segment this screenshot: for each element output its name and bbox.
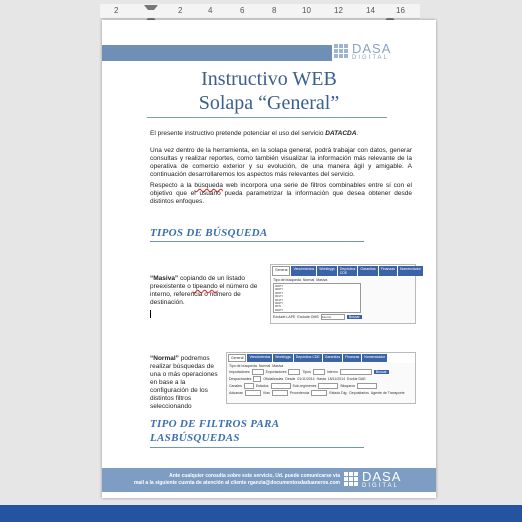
header-bar [102,45,332,61]
normal-search-screenshot [226,352,416,404]
text-cursor [150,310,151,318]
masiva-search-screenshot [270,264,421,324]
horizontal-ruler[interactable] [100,4,420,19]
masiva-description: “Masiva” copiando de un listado preexistente o tipeando el número de interno, referencia o número de destinación. [150,275,258,306]
section-underline [150,447,364,448]
intro-paragraph-1: El presente instructivo pretende potenciar el uso del servicio DATACDA. [150,130,359,137]
search-type-row: Tipo de búsqueda Normal Masiva [229,364,284,368]
ruler-number: 12 [334,6,343,15]
tab-depositos: Depósitos CDE [294,354,322,362]
document-title-line1: Instructivo WEB [201,68,337,90]
masiva-options-row: Exclude LAPE Exclude OMS Interno Buscar [273,315,360,319]
footer-dasa-logo [344,470,414,492]
document-title-line2: Solapa “General” [198,92,340,114]
logo-subtext: DIGITAL [352,55,389,61]
ruler-number: 6 [240,6,245,15]
tab-general: General [228,354,246,362]
status-bar-stripe [0,505,522,522]
footer-contact-text: Ante cualquier consulta sobre este servicio, Ud. puede comunicarse via mail a la siguiente cuenta de atención al cliente rganzia@documentosdaduaneros.com [133,473,340,486]
tab-nomenclador: Nomenclador [398,266,423,276]
document-page[interactable] [102,20,436,498]
dasa-logo [334,42,404,64]
section-title-tipo-filtros-line1: TIPO DE FILTROS PARA [150,418,280,430]
masiva-listbox: 000TI 000TI 000TI 001TI 001TI 000TI 00TI 000TI [273,283,361,313]
ruler-number: 10 [302,6,311,15]
section-underline [150,241,364,242]
tab-garantias: Garantías [323,354,342,362]
logo-subtext: DIGITAL [362,483,399,489]
app-tab-bar [227,353,415,363]
filter-row-2: Despachantes Oficializadas Desde 01/11/2014 Hasta 18/11/2014 Excluir DAE [229,377,366,381]
section-title-tipos-busqueda: TIPOS DE BÚSQUEDA [150,227,268,239]
tab-general: General [272,266,290,276]
tab-depositos: Depósitos CDE [339,267,356,275]
normal-description: “Normal” podremos realizar búsquedas de una o más operaciones en base a la configuración de los distintos filtros seleccionando [150,355,218,410]
section-title-tipo-filtros-line2: LASBÚSQUEDAS [150,432,240,444]
search-type-row: Tipo de búsqueda Normal Masiva [273,278,328,282]
tab-workbygs: Workbygs [317,266,337,276]
ruler-number: 16 [396,6,405,15]
tab-vencimientos: Vencimientos [291,266,316,276]
ruler-number: 8 [272,6,277,15]
title-underline [147,117,387,118]
ruler-number: 2 [178,6,183,15]
logo-text: DASA [352,41,392,56]
logo-text: DASA [362,469,402,484]
tab-nomenclador: Nomenclador [362,354,387,362]
ruler-number: 2 [114,6,119,15]
filter-row-3: Canales Estados Sub-regímenes Bloqueos [229,383,413,389]
filter-row-1: Importadores Exportadores Tipos Interno Buscar [229,370,387,374]
ruler-number: 14 [366,6,375,15]
intro-paragraph-3: Respecto a la búsqueda web incorpora una serie de filtros combinables entre sí con el objetivo que el usuario pueda parametrizar la información que desea obtener desde distintos enfoques. [150,182,412,205]
ruler-number: 4 [208,6,213,15]
intro-paragraph-2: Una vez dentro de la herramienta, en la solapa general, podrá trabajar con datos, generar consultas y realizar reportes, como también visualizar la información más relevante de la operativa de comercio exterior y su evolución, de una manera ágil y amigable. A continuación desarrollaremos los aspectos más relevantes del servicio. [150,147,412,178]
tab-workbygs: Workbygs [273,354,293,362]
logo-grid-icon [344,472,358,486]
tab-finanzas: Finanzas [343,354,361,362]
tab-finanzas: Finanzas [379,266,397,276]
tab-garantias: Garantías [358,266,377,276]
filter-row-4: Aduanas Vías Procedencia Estado Dig. Depositarios Agente de Transporte [229,391,405,395]
logo-grid-icon [334,44,348,58]
app-tab-bar [271,265,421,277]
page-footer [102,468,436,492]
tab-vencimientos: Vencimientos [247,354,272,362]
